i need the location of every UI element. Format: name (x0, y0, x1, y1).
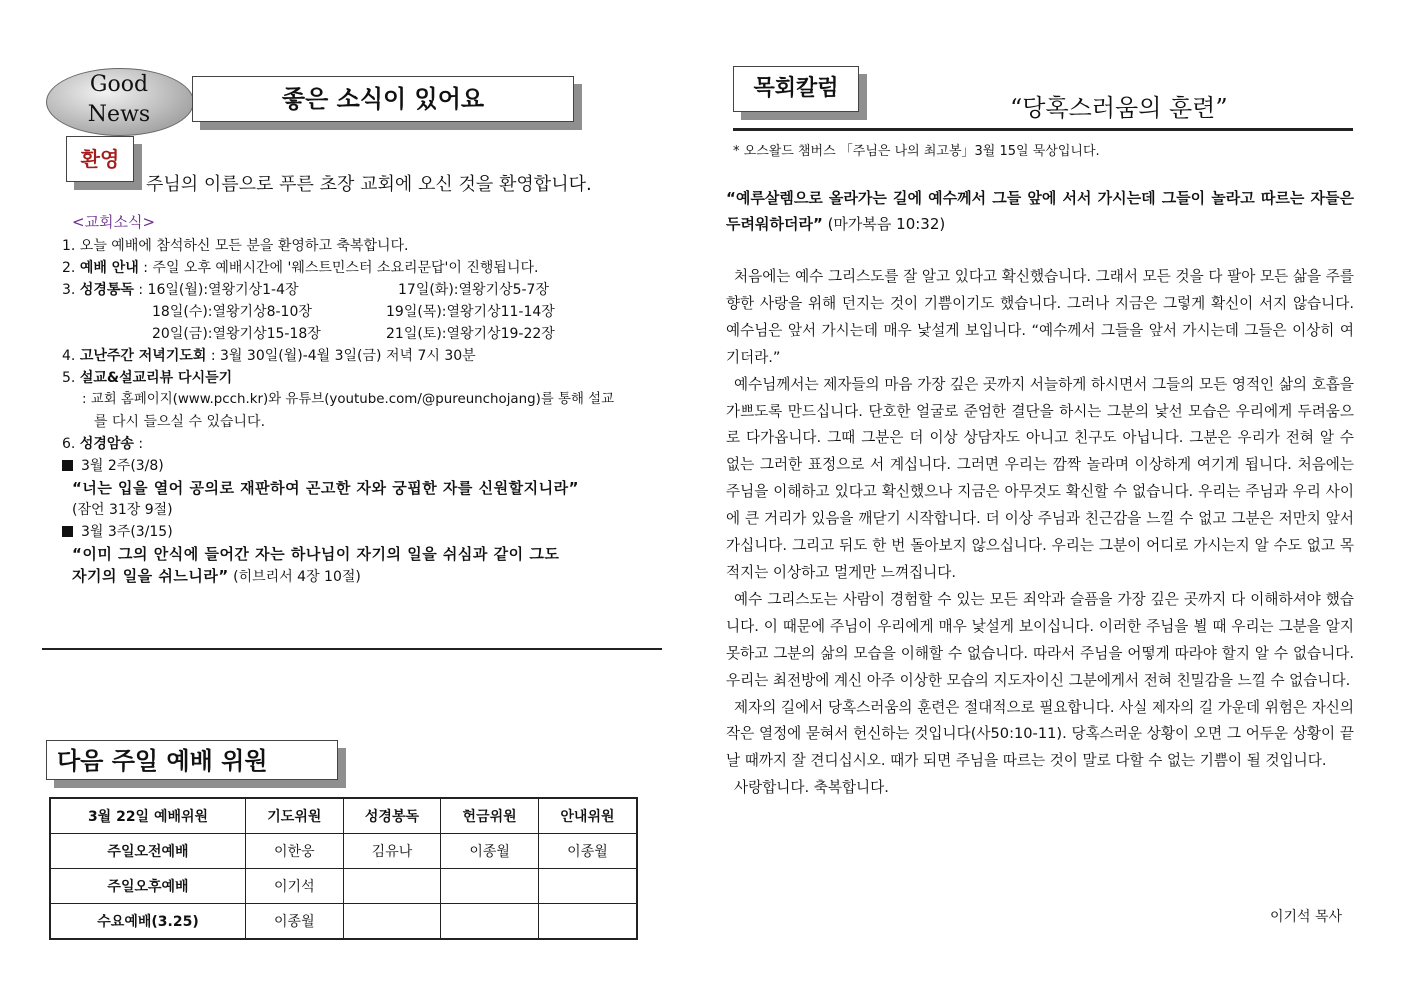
memory-verse-2-line2: 자기의 일을 쉬느니라” (히브리서 4장 10절) (72, 567, 361, 585)
right-divider (733, 128, 1353, 131)
memory-verse-1: “너는 입을 열어 공의로 재판하여 곤고한 자와 궁핍한 자를 신원할지니라” (72, 479, 579, 497)
table-header-cell: 안내위원 (538, 798, 637, 834)
column-source-note: * 오스왈드 챔버스 「주님은 나의 최고봉」3월 15일 묵상입니다. (733, 144, 1100, 159)
news-item-3: 3. 성경통독 : 16일(월):열왕기상1-4장 17일(화):열왕기상5-7장 18일(수):열왕기상8-10장 19일(목):열왕기상11-14장 20일(금):열왕기상15-18장 21일(토):열왕기상19-22장 (62, 282, 555, 342)
table-row (50, 869, 637, 904)
table-cell: 수요예배(3.25) (50, 904, 246, 940)
column-verse: “예루살렘으로 올라가는 길에 예수께서 그들 앞에 서서 가시는데 그들이 놀라고 따르는 자들은 두려워하더라” (마가복음 10:32) (726, 189, 1354, 233)
table-cell: 주일오후예배 (50, 869, 246, 904)
news-item-2: 2. 예배 안내 : 주일 오후 예배시간에 '웨스트민스터 소요리문답'이 진행됩니다. (62, 260, 539, 276)
table-header-cell: 헌금위원 (441, 798, 539, 834)
news-item-5: 5. 설교&설교리뷰 다시듣기 (62, 370, 233, 386)
next-service-banner: 다음 주일 예배 위원 (46, 740, 338, 780)
table-cell (343, 904, 441, 940)
table-cell (441, 904, 539, 940)
table-row (50, 834, 637, 869)
square-bullet-icon (62, 526, 73, 537)
news-item-1: 1. 오늘 예배에 참석하신 모든 분을 환영하고 축복합니다. (62, 238, 409, 254)
good-news-banner: 좋은 소식이 있어요 (192, 76, 574, 122)
memory-verse-2-line1: “이미 그의 안식에 들어간 자는 하나님이 자기의 일을 쉬심과 같이 그도 (72, 545, 560, 563)
column-paragraph: 사랑합니다. 축복합니다. (734, 779, 889, 797)
square-bullet-icon (62, 460, 73, 471)
table-header-row (50, 798, 637, 834)
church-news-list (62, 235, 672, 588)
table-cell (538, 904, 637, 940)
table-cell: 김유나 (343, 834, 441, 869)
column-paragraph: 예수 그리스도는 사람이 경험할 수 있는 모든 죄악과 슬픔을 가장 깊은 곳까지 다 이해하셔야 했습니다. 이 때문에 주님이 우리에게 매우 낯설게 보이십니다. 이러한 주님을 뵐 때 우리는 그분을 알지 못하고 그분의 삶의 모습을 이해할 수 없습니다. 따라서 주님을 어떻게 따라야 할지 알 수 없습니다. 우리는 최전방에 계신 아주 이상한 모습의 지도자이신 그분에게서 전혀 친밀감을 느낄 수 없습니다. (726, 590, 1354, 689)
table-cell: 이종월 (246, 904, 344, 940)
memory-week-2-label: 3월 3주(3/15) (62, 521, 672, 543)
welcome-text: 주님의 이름으로 푸른 초장 교회에 오신 것을 환영합니다. (146, 174, 592, 195)
table-cell (538, 869, 637, 904)
table-header-cell: 성경봉독 (343, 798, 441, 834)
left-divider (42, 648, 662, 650)
table-cell: 주일오전예배 (50, 834, 246, 869)
table-header-cell: 3월 22일 예배위원 (50, 798, 246, 834)
church-news-title: <교회소식> (72, 213, 156, 231)
table-header-cell: 기도위원 (246, 798, 344, 834)
memory-verse-1-ref: (잠언 31장 9절) (72, 502, 173, 518)
table-cell (343, 869, 441, 904)
welcome-label: 환영 (66, 136, 134, 182)
news-item-4: 4. 고난주간 저녁기도회 : 3월 30일(월)-4월 3일(금) 저녁 7시 30분 (62, 348, 476, 364)
column-body (726, 264, 1354, 802)
column-title: “당혹스러움의 훈련” (1010, 94, 1228, 122)
table-cell: 이종월 (441, 834, 539, 869)
column-paragraph: 예수님께서는 제자들의 마음 가장 깊은 곳까지 서늘하게 하시면서 그들의 모든 영적인 삶의 호흡을 가쁘도록 만드십니다. 단호한 얼굴로 준엄한 결단을 하시는 그분의 낯선 모습은 우리에게 두려움으로 다가옵니다. 그때 그분은 더 이상 상담자도 아니고 친구도 아닙니다. 그분은 우리가 전혀 알 수 없는 그러한 표정으로 서 계십니다. 그러면 우리는 깜짝 놀라며 이상하게 여기게 됩니다. 처음에는 주님을 이해하고 있다고 확신했으나 지금은 아무것도 확신할 수 없습니다. 우리는 주님과 우리 사이에 큰 거리가 있음을 깨닫기 시작합니다. 더 이상 주님과 친근감을 느낄 수 없고 그분은 저만치 앞서 가십니다. 그리고 뒤도 한 번 돌아보지 않으십니다. 우리는 그분이 어디로 가시는지 알 수도 없고 목적지는 이상하고 멀게만 느껴집니다. (726, 375, 1354, 581)
pastor-column-banner: 목회칼럼 (733, 66, 859, 112)
table-row (50, 904, 637, 940)
news-item-5-detail: : 교회 홈페이지(www.pcch.kr)와 유튜브(youtube.com/@pureunchojang)를 통해 설교 (82, 392, 615, 407)
column-paragraph: 제자의 길에서 당혹스러움의 훈련은 절대적으로 필요합니다. 사실 제자의 길 가운데 위험은 자신의 작은 열정에 묻혀서 헌신하는 것입니다(사50:10-11). 당혹스러운 상황이 오면 그 어두운 상황이 끝날 때까지 잘 견디십시오. 때가 되면 주님을 따르는 것이 말로 다할 수 없는 기쁨이 될 것입니다. (726, 698, 1354, 770)
good-news-badge-text: Good News (87, 72, 151, 127)
news-item-5-detail-2: 를 다시 들으실 수 있습니다. (94, 414, 266, 430)
column-paragraph: 처음에는 예수 그리스도를 잘 알고 있다고 확신했습니다. 그래서 모든 것을 다 팔아 모든 삶을 주를 향한 사랑을 위해 던지는 것이 기쁨이기도 했습니다. 그러나 지금은 그렇게 확신이 서지 않습니다. 예수님은 앞서 가시는데 매우 낯설게 보입니다. “예수께서 그들을 앞서 가시는데 그들은 이상히 여기더라.” (726, 268, 1354, 366)
table-cell: 이기석 (246, 869, 344, 904)
news-item-6: 6. 성경암송 : (62, 436, 144, 452)
memory-week-1-label: 3월 2주(3/8) (62, 455, 672, 477)
table-cell: 이종월 (538, 834, 637, 869)
duty-table (49, 797, 638, 940)
table-cell (441, 869, 539, 904)
table-cell: 이한웅 (246, 834, 344, 869)
column-signature: 이기석 목사 (1270, 909, 1343, 925)
